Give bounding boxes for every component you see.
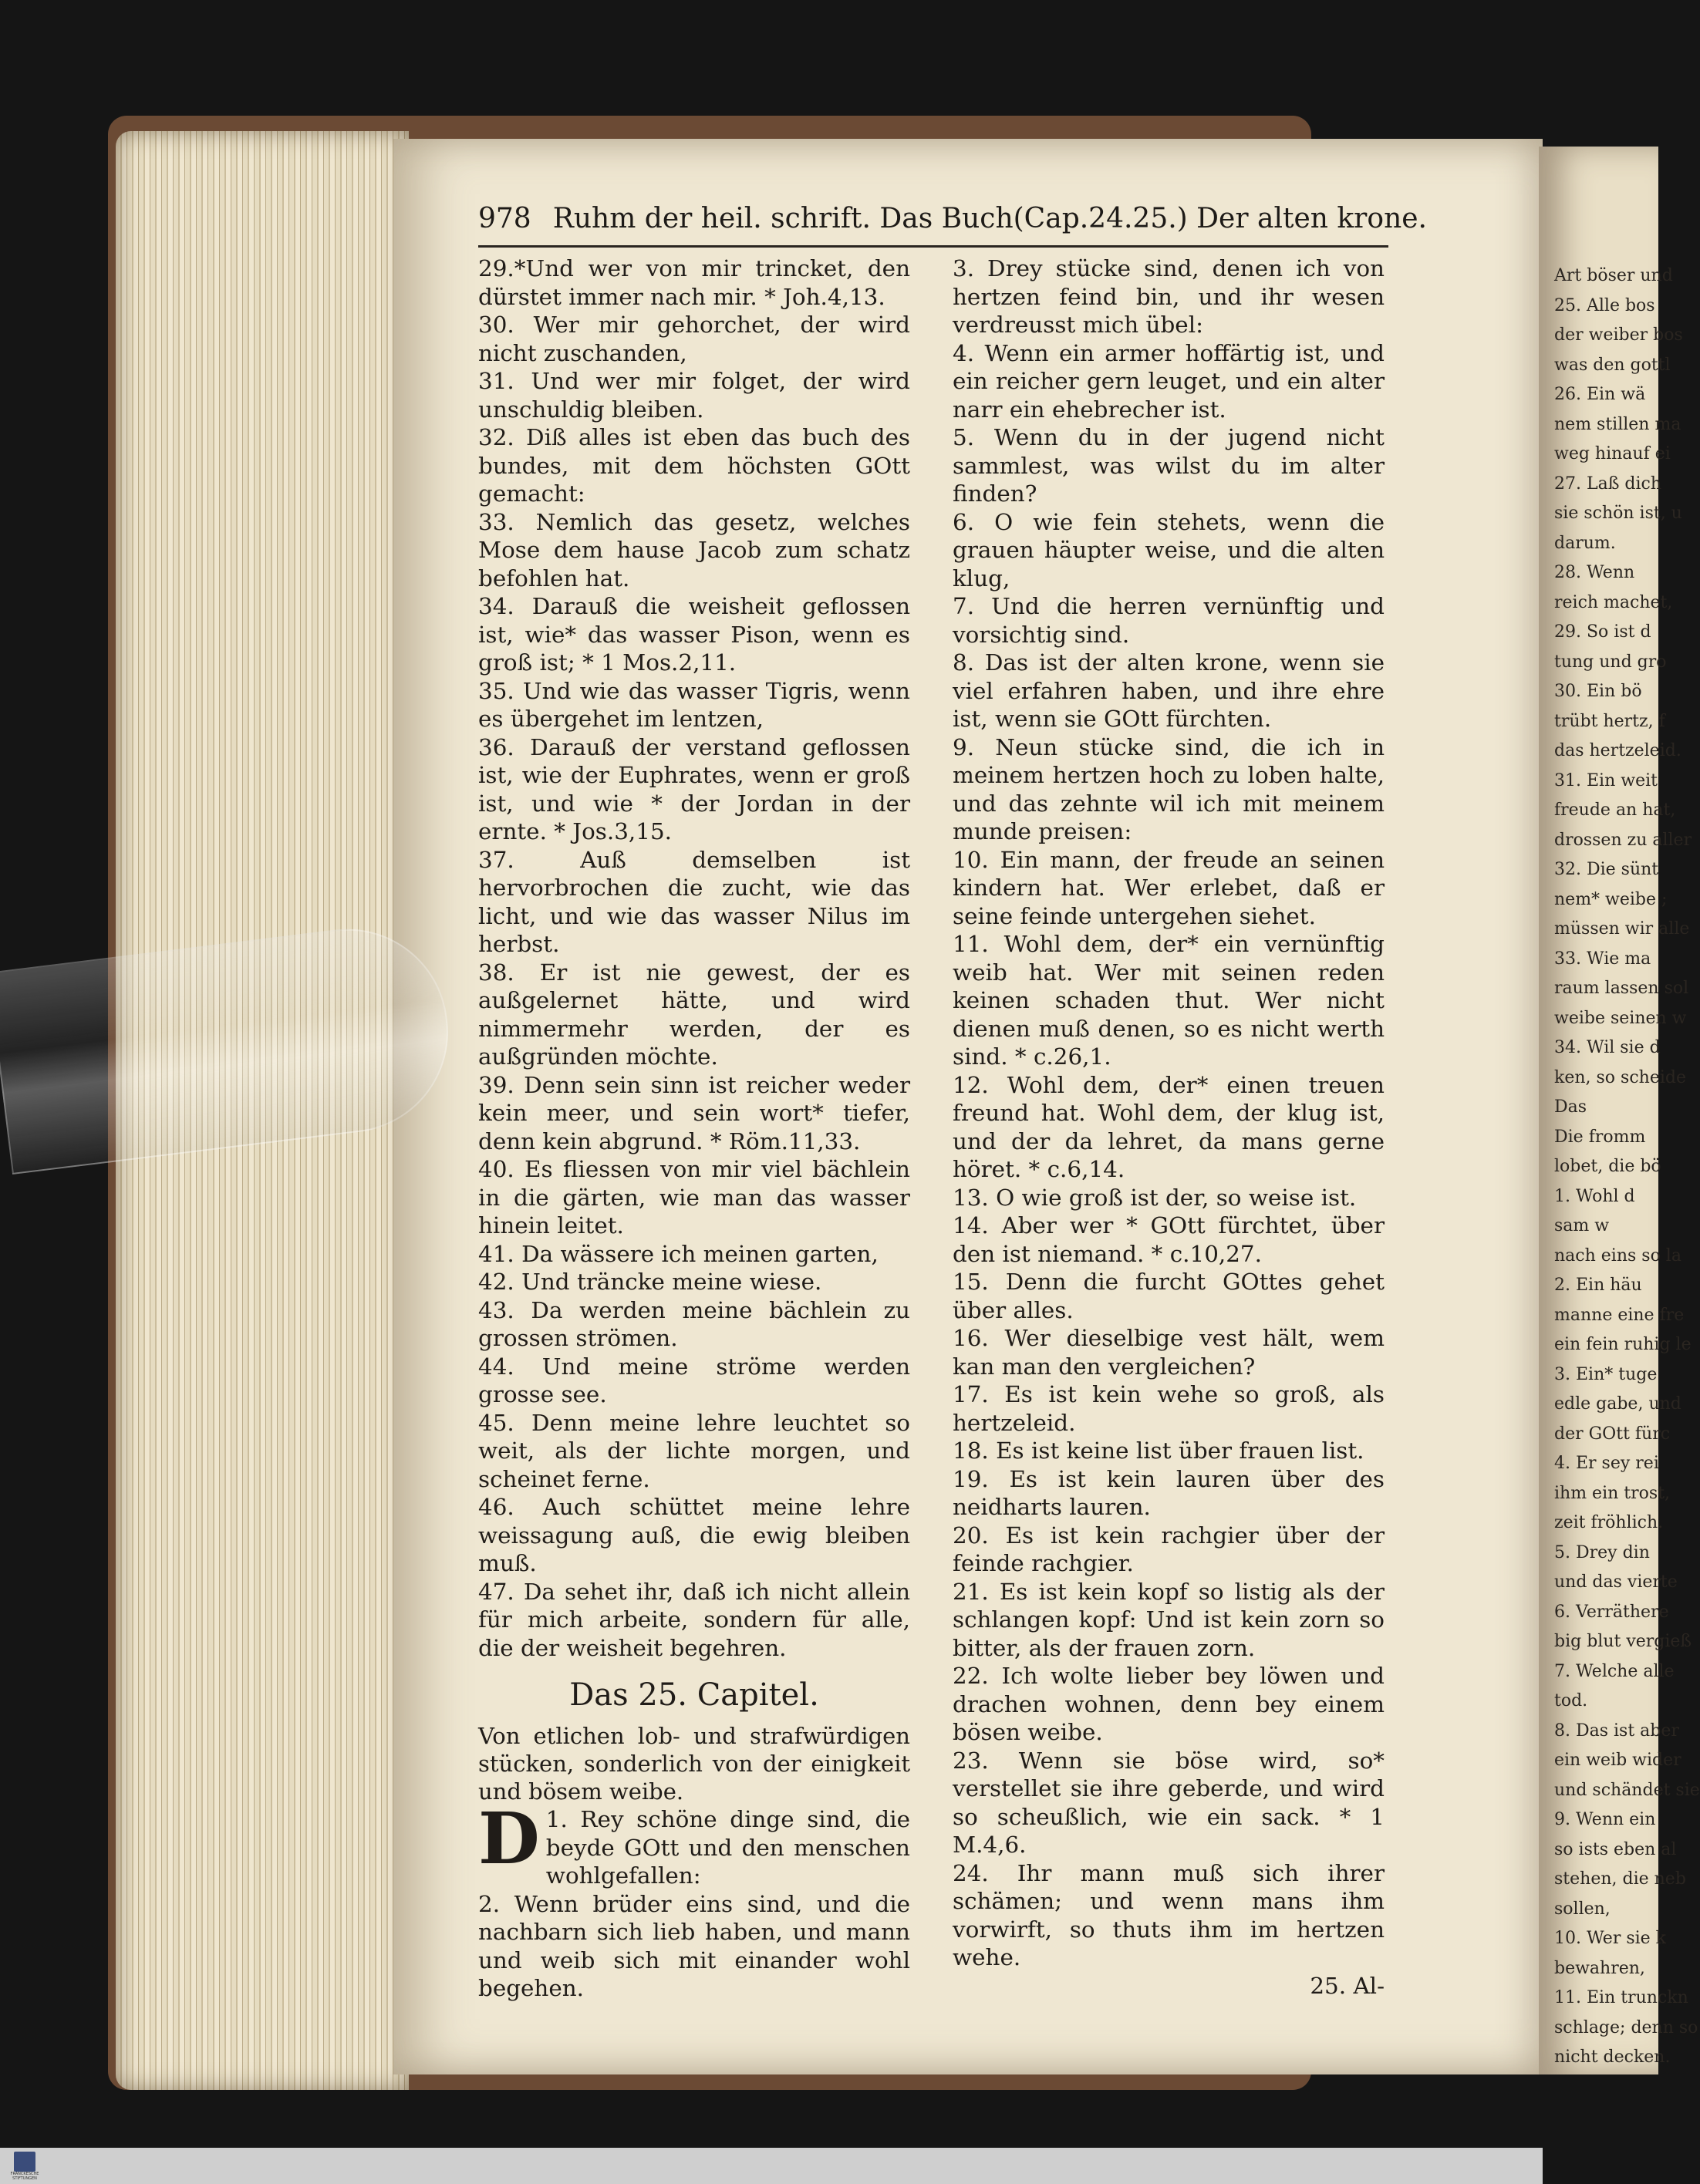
facing-page-line: sam w: [1554, 1216, 1610, 1235]
facing-page-line: und das vierte: [1554, 1572, 1678, 1592]
facing-page-line: 7. Welche alle: [1554, 1661, 1675, 1681]
left-verse: 35. Und wie das wasser Tigris, wenn es übergehet im lentzen,: [478, 677, 910, 732]
left-verse: 34. Darauß die weisheit geflossen ist, wie* das wasser Pison, wenn es groß ist; * 1 Mos.2,11.: [478, 593, 910, 676]
right-verse: 9. Neun stücke sind, die ich in meinem hertzen hoch zu loben halte, und das zehnte wil ich mit meinem munde preisen:: [953, 733, 1385, 844]
right-verse: 18. Es ist keine list über frauen list.: [953, 1437, 1364, 1464]
left-verse: 33. Nemlich das gesetz, welches Mose dem hause Jacob zum schatz befohlen hat.: [478, 508, 910, 592]
facing-page-line: freude an hat,: [1554, 800, 1676, 820]
facing-page-line: Das: [1554, 1097, 1587, 1117]
facing-page-line: lobet, die bö: [1554, 1157, 1661, 1176]
right-verse: 3. Drey stücke sind, denen ich von hertzen feind bin, und ihr wesen verdreusst mich übel:: [953, 255, 1385, 338]
left-verse: 31. Und wer mir folget, der wird unschuldig bleiben.: [478, 368, 910, 423]
left-verse: 43. Da werden meine bächlein zu grossen strömen.: [478, 1296, 910, 1351]
left-verse: 38. Er ist nie gewest, der es außgelernet hätte, und wird nimmermehr werden, der es außgründen möchte.: [478, 959, 910, 1070]
facing-page-line: 32. Die sünt: [1554, 860, 1659, 879]
left-verse: 42. Und träncke meine wiese.: [478, 1269, 822, 1295]
facing-page-line: der GOtt fürc: [1554, 1424, 1671, 1444]
left-verse: 41. Da wässere ich meinen garten,: [478, 1240, 879, 1267]
facing-page-line: 28. Wenn: [1554, 563, 1635, 582]
right-verse: 21. Es ist kein kopf so listig als der schlangen kopf: Und ist kein zorn so bitter, als der frauen zorn.: [953, 1578, 1385, 1661]
facing-page-line: was den gottl: [1554, 355, 1671, 375]
facing-page-line: so ists eben al: [1554, 1839, 1677, 1859]
facing-page-line: 27. Laß dich: [1554, 474, 1662, 494]
facing-page-line: 9. Wenn ein: [1554, 1810, 1656, 1829]
library-logo-icon: [14, 2152, 35, 2172]
facing-page-line: weg hinauf ei: [1554, 444, 1671, 463]
left-column: [478, 254, 910, 2003]
right-verse: 4. Wenn ein armer hoffärtig ist, und ein reicher gern leuget, und ein alter narr ein ehebrecher ist.: [953, 339, 1385, 423]
facing-page-line: 30. Ein bö: [1554, 682, 1642, 701]
page-header: [478, 203, 1428, 249]
facing-page-line: 25. Alle bos: [1554, 295, 1655, 315]
right-verse: 16. Wer dieselbige vest hält, wem kan man den vergleichen?: [953, 1325, 1385, 1380]
facing-page-line: nicht decken.: [1554, 2048, 1671, 2067]
facing-page-line: manne eine fre: [1554, 1305, 1685, 1325]
facing-page-line: darum.: [1554, 533, 1616, 553]
facing-page-line: 29. So ist d: [1554, 622, 1651, 642]
facing-page-line: müssen wir alle: [1554, 919, 1690, 939]
facing-page-line: sollen,: [1554, 1899, 1611, 1919]
right-verse: 14. Aber wer * GOtt fürchtet, über den ist niemand. * c.10,27.: [953, 1212, 1385, 1267]
facing-page-line: der weiber bos: [1554, 325, 1683, 345]
facing-page-line: 33. Wie ma: [1554, 949, 1651, 969]
right-verse: 24. Ihr mann muß sich ihrer schämen; und wenn mans ihm vorwirft, so thuts ihm im hertzen wehe.: [953, 1859, 1385, 1970]
right-verse: 12. Wohl dem, der* einen treuen freund hat. Wohl dem, der klug ist, und der da lehret, da mans gerne höret. * c.6,14.: [953, 1071, 1385, 1182]
facing-page-line: 11. Ein trunckn: [1554, 1988, 1688, 2007]
page-number: 978: [478, 203, 531, 234]
right-verse: 5. Wenn du in der jugend nicht sammlest, was wilst du im alter finden?: [953, 424, 1385, 507]
facing-page-line: Die fromm: [1554, 1127, 1646, 1147]
library-logo: [9, 2152, 40, 2181]
left-verse: 30. Wer mir gehorchet, der wird nicht zuschanden,: [478, 312, 910, 366]
right-verse: 23. Wenn sie böse wird, so* verstellet sie ihre geberde, und wird so scheußlich, wie ein sack. * 1 M.4,6.: [953, 1747, 1385, 1858]
facing-page-line: nach eins so la: [1554, 1245, 1681, 1266]
drop-cap: D: [478, 1797, 540, 1880]
right-verse: 10. Ein mann, der freude an seinen kindern hat. Wer erlebet, daß er seine feinde untergehen siehet.: [953, 846, 1385, 929]
right-verse: 20. Es ist kein rachgier über der feinde rachgier.: [953, 1522, 1385, 1576]
facing-page-line: 4. Er sey rei: [1554, 1454, 1659, 1473]
right-verse: 13. O wie groß ist der, so weise ist.: [953, 1184, 1357, 1211]
facing-page-line: raum lassen sol: [1554, 979, 1689, 998]
facing-page: [1539, 147, 1700, 2074]
left-verse: 45. Denn meine lehre leuchtet so weit, als der lichte morgen, und scheinet ferne.: [478, 1409, 910, 1492]
viewer-footer-bar: [0, 2148, 1543, 2184]
facing-page-line: edle gabe, und: [1554, 1394, 1681, 1414]
facing-page-line: reich machet,: [1554, 592, 1673, 612]
chapter-title: Das 25. Capitel.: [569, 1677, 819, 1713]
facing-page-line: 3. Ein* tuge: [1554, 1364, 1658, 1384]
left-verse: 40. Es fliessen von mir viel bächlein in die gärten, wie man das wasser hinein leitet.: [478, 1156, 910, 1239]
facing-page-line: und schändet sie: [1554, 1780, 1700, 1800]
facing-page-line: sie schön ist, u: [1554, 504, 1682, 523]
facing-page-line: 8. Das ist aber: [1554, 1721, 1679, 1741]
facing-page-line: 34. Wil sie d: [1554, 1038, 1661, 1057]
facing-page-line: tung und gro: [1554, 652, 1667, 672]
facing-page-line: zeit fröhlich.: [1554, 1513, 1664, 1532]
running-title: Ruhm der heil. schrift. Das Buch: [552, 203, 1014, 234]
facing-page-line: 31. Ein weit: [1554, 770, 1658, 790]
facing-page-line: tod.: [1554, 1691, 1588, 1710]
left-verse: 46. Auch schüttet meine lehre weissagung auß, die ewig bleiben muß.: [478, 1494, 910, 1576]
left-verse: 47. Da sehet ihr, daß ich nicht allein für mich arbeite, sondern für alle, die der weisheit begehren.: [478, 1578, 910, 1661]
left-verse: 44. Und meine ströme werden grosse see.: [478, 1353, 910, 1407]
facing-page-line: nem* weibe ;: [1554, 889, 1668, 909]
facing-page-line: weibe seinen w: [1554, 1008, 1687, 1028]
facing-page-line: 2. Ein häu: [1554, 1276, 1642, 1295]
facing-page-line: das hertzeleid.: [1554, 741, 1681, 760]
verse-1: [478, 1797, 910, 1890]
right-verse: 17. Es ist kein wehe so groß, als hertzeleid.: [953, 1381, 1385, 1436]
left-verse: 32. Diß alles ist eben das buch des bundes, mit dem höchsten GOtt gemacht:: [478, 424, 910, 507]
facing-page-line: 5. Drey din: [1554, 1542, 1650, 1562]
right-verse: 11. Wohl dem, der* ein vernünftig weib hat. Wer mit seinen reden keinen schaden thut. Wer nicht dienen muß denen, so es nicht werth sind. * c.26,1.: [953, 931, 1385, 1070]
header-rule: [478, 245, 1388, 248]
facing-page-line: ihm ein trost,: [1554, 1483, 1671, 1503]
facing-page-line: drossen zu aller: [1554, 830, 1692, 850]
facing-page-line: ein weib wider: [1554, 1751, 1681, 1770]
facing-page-line: big blut vergieß: [1554, 1632, 1692, 1651]
right-verse: 15. Denn die furcht GOttes gehet über alles.: [953, 1269, 1385, 1323]
chapter-summary: Von etlichen lob- und strafwürdigen stücken, sonderlich von der einigkeit und bösem weibe.: [478, 1723, 910, 1805]
facing-page-line: schlage; denn so: [1554, 2017, 1698, 2037]
facing-page-line: ein fein ruhig le: [1554, 1335, 1692, 1354]
catchword: 25. Al-: [1310, 1972, 1385, 1999]
facing-page-line: 6. Verräthere: [1554, 1602, 1669, 1622]
right-verse: 19. Es ist kein lauren über des neidharts lauren.: [953, 1465, 1385, 1520]
right-verse: 8. Das ist der alten krone, wenn sie viel erfahren haben, und ihre ehre ist, wenn sie GOtt fürchten.: [953, 649, 1385, 732]
facing-page-line: 10. Wer sie k: [1554, 1929, 1666, 1948]
right-column: [953, 254, 1385, 2000]
facing-page-line: 1. Wohl d: [1554, 1186, 1635, 1206]
right-verse-list: [953, 254, 1385, 1972]
left-verse: 37. Auß demselben ist hervorbrochen die zucht, wie das licht, und wie das wasser Nilus im herbst.: [478, 846, 910, 957]
left-verse-list: [478, 254, 910, 1662]
left-verse: 29.*Und wer von mir trincket, den dürstet immer nach mir. * Joh.4,13.: [478, 255, 910, 310]
library-logo-label: FRANCKESCHE STIFTUNGEN: [10, 2172, 39, 2181]
facing-page-line: Art böser und: [1554, 266, 1673, 285]
chapter-reference: (Cap.24.25.) Der alten krone.: [1013, 203, 1428, 234]
facing-page-line: 26. Ein wä: [1554, 385, 1646, 404]
right-verse: 6. O wie fein stehets, wenn die grauen häupter weise, und die alten klug,: [953, 508, 1385, 592]
verse-1-text: 1. Rey schöne dinge sind, die beyde GOtt und den menschen wohlgefallen:: [545, 1806, 910, 1889]
facing-page-line: ken, so scheide: [1554, 1067, 1686, 1087]
verse-2: 2. Wenn brüder eins sind, und die nachbarn sich lieb haben, und mann und weib sich mit einander wohl begehen.: [478, 1890, 910, 2001]
right-verse: 7. Und die herren vernünftig und vorsichtig sind.: [953, 593, 1385, 648]
right-verse: 22. Ich wolte lieber bey löwen und drachen wohnen, denn bey einem bösen weibe.: [953, 1663, 1385, 1745]
facing-page-line: bewahren,: [1554, 1958, 1645, 1978]
facing-page-line: stehen, die neb: [1554, 1869, 1686, 1889]
left-verse: 36. Darauß der verstand geflossen ist, wie der Euphrates, wenn er groß ist, und wie * der Jordan in der ernte. * Jos.3,15.: [478, 733, 910, 844]
left-verse: 39. Denn sein sinn ist reicher weder kein meer, und sein wort* tiefer, denn kein abgrund. * Röm.11,33.: [478, 1071, 910, 1154]
facing-page-line: nem stillen ma: [1554, 414, 1681, 434]
facing-page-line: trübt hertz, f: [1554, 711, 1665, 731]
